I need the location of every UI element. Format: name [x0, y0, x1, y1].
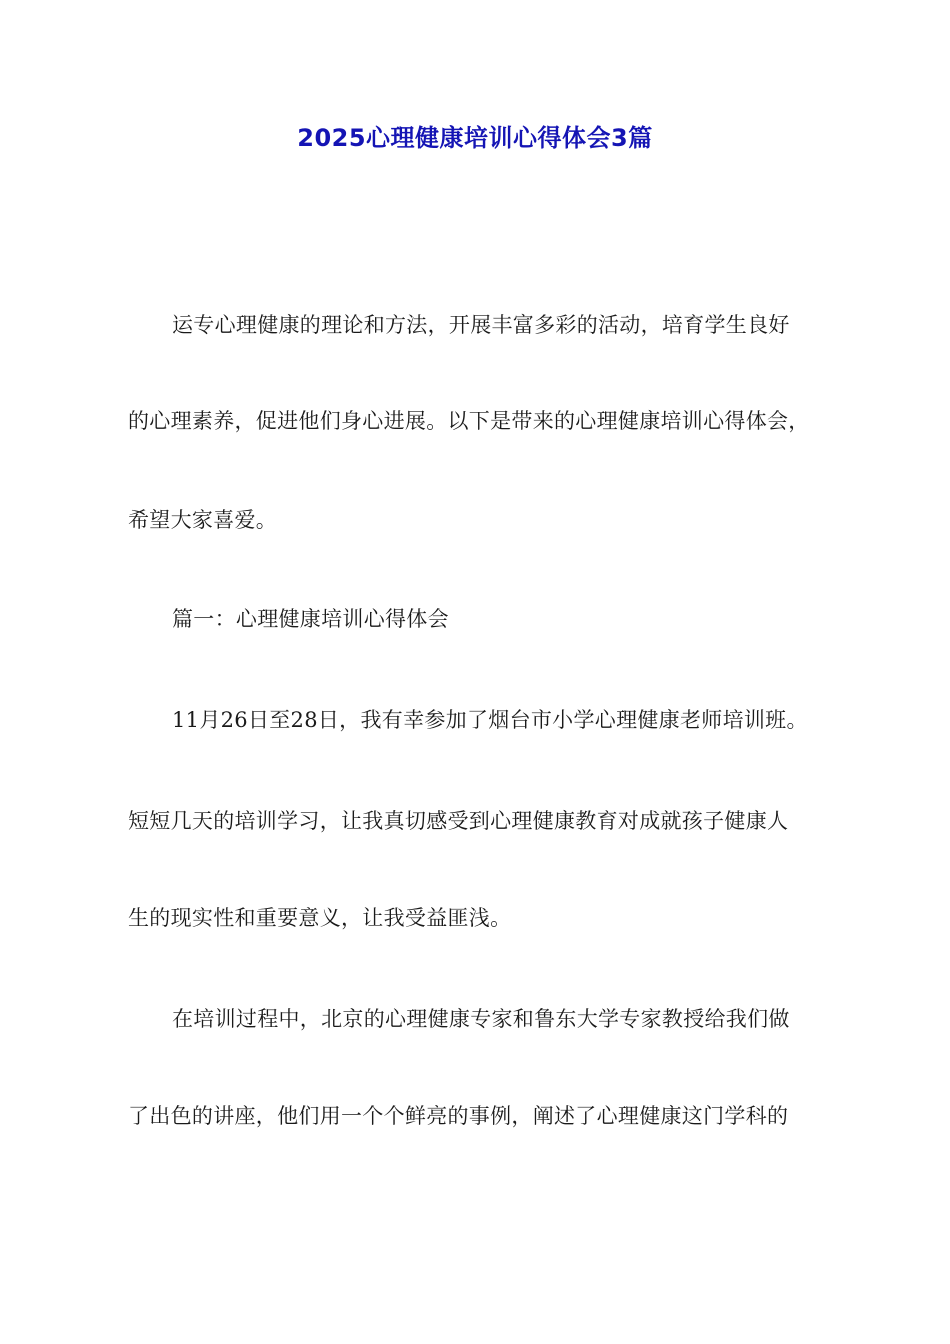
- paragraph-line: 11月26日至28日，我有幸参加了烟台市小学心理健康老师培训班。: [172, 708, 808, 732]
- paragraph-line: 了出色的讲座，他们用一个个鲜亮的事例，阐述了心理健康这门学科的: [128, 1104, 789, 1128]
- document-title: 2025心理健康培训心得体会3篇: [297, 124, 653, 152]
- paragraph-line: 短短几天的培训学习，让我真切感受到心理健康教育对成就孩子健康人: [128, 809, 789, 833]
- paragraph-line: 的心理素养，促进他们身心进展。以下是带来的心理健康培训心得体会，: [128, 409, 810, 433]
- paragraph-line: 在培训过程中，北京的心理健康专家和鲁东大学专家教授给我们做: [172, 1007, 790, 1031]
- paragraph-line: 生的现实性和重要意义，让我受益匪浅。: [128, 906, 512, 930]
- paragraph-line: 希望大家喜爱。: [128, 508, 278, 532]
- paragraph-line: 运专心理健康的理论和方法，开展丰富多彩的活动，培育学生良好: [172, 313, 790, 337]
- section-heading: 篇一：心理健康培训心得体会: [172, 607, 449, 631]
